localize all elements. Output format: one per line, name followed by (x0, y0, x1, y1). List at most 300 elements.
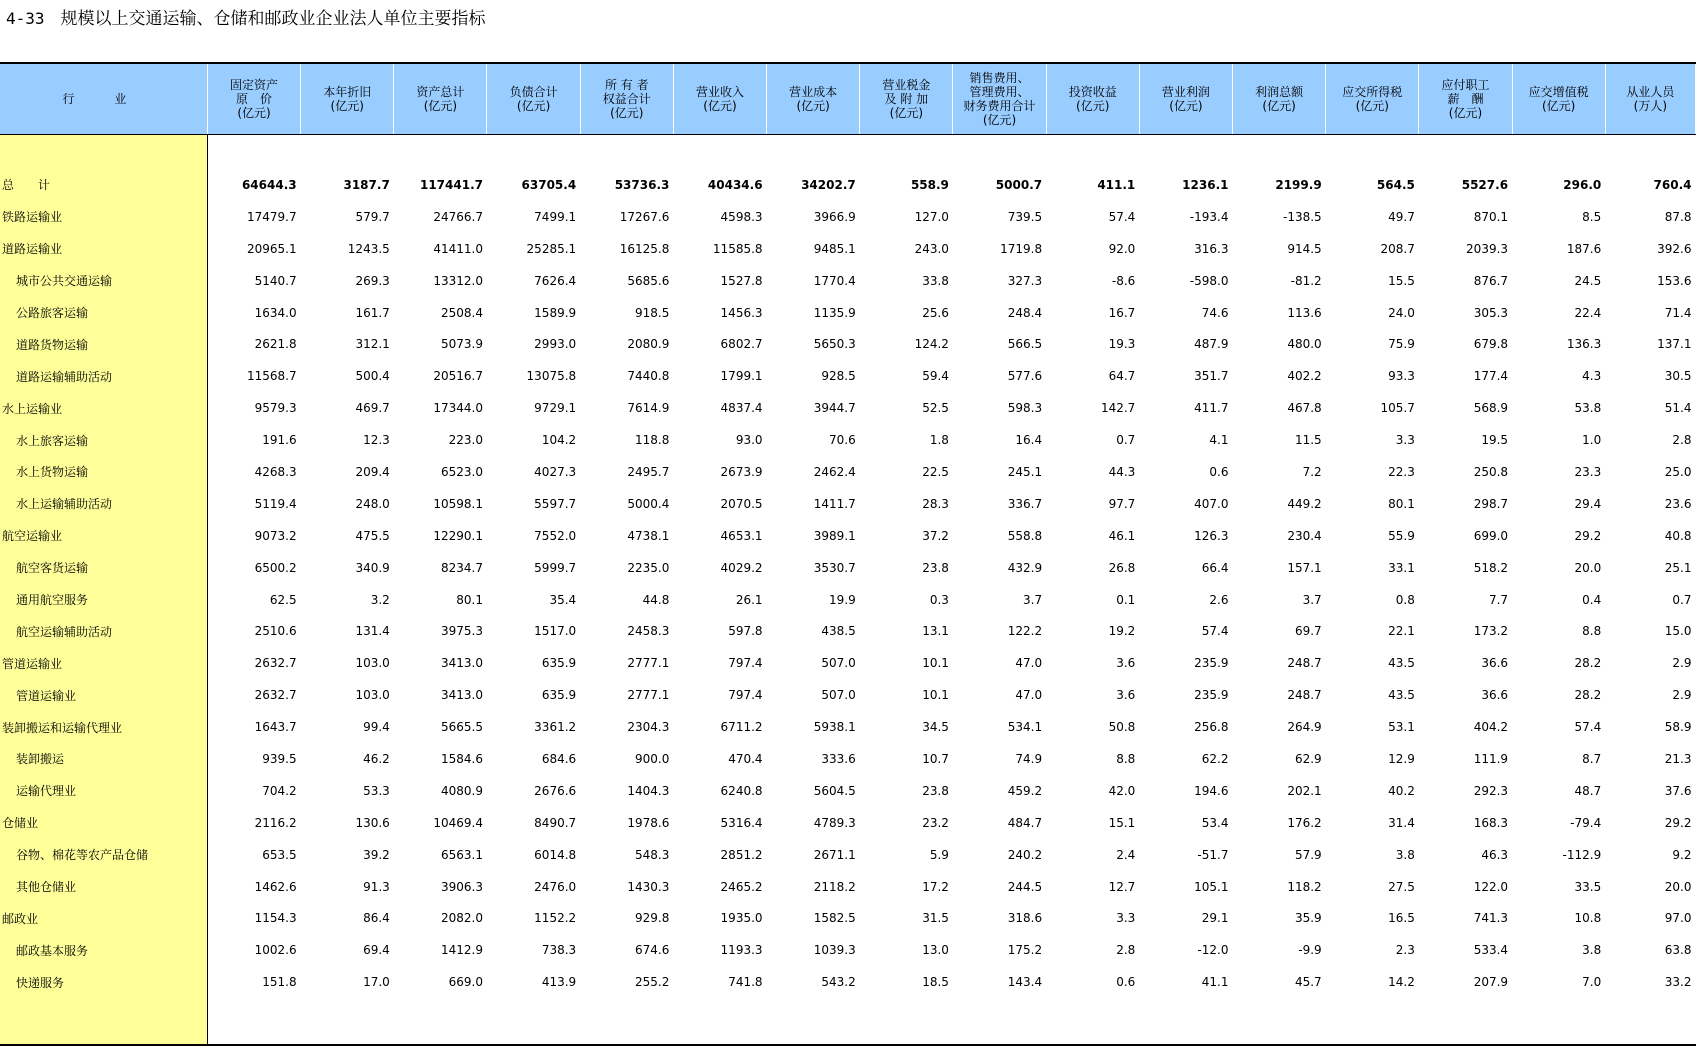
table-cell: 63705.4 (521, 177, 577, 192)
table-cell: 29.2 (1664, 815, 1692, 830)
table-row (0, 807, 1696, 839)
table-cell: 459.2 (1007, 783, 1043, 798)
table-cell: 1411.7 (813, 496, 856, 511)
table-cell: -9.9 (1298, 943, 1322, 958)
table-cell: 151.8 (262, 975, 297, 990)
table-cell: 8.8 (1116, 751, 1136, 766)
table-cell: 2495.7 (627, 464, 670, 479)
table-cell: 2851.2 (720, 847, 763, 862)
table-cell: 10.1 (922, 688, 949, 703)
table-cell: 69.4 (363, 943, 390, 958)
table-cell: 20965.1 (246, 241, 297, 256)
table-cell: 57.9 (1294, 847, 1322, 862)
table-title: 规模以上交通运输、仓储和邮政业企业法人单位主要指标 (60, 9, 486, 29)
table-cell: 566.5 (1007, 337, 1043, 352)
table-cell: 27.5 (1388, 879, 1415, 894)
table-cell: 1135.9 (813, 305, 856, 320)
table-row (0, 711, 1696, 743)
table-cell: 71.4 (1664, 305, 1692, 320)
table-cell: 2199.9 (1275, 177, 1322, 192)
table-cell: 0.6 (1209, 464, 1229, 479)
table-cell: 404.2 (1473, 720, 1509, 735)
table-cell: 1154.3 (254, 911, 297, 926)
table-cell: 8.5 (1582, 209, 1602, 224)
table-row (0, 584, 1696, 616)
table-cell: 245.1 (1007, 464, 1043, 479)
table-row (0, 488, 1696, 520)
table-cell: 4598.3 (720, 209, 763, 224)
table-cell: 240.2 (1007, 847, 1043, 862)
table-cell: 28.3 (922, 496, 949, 511)
table-cell: 5650.3 (813, 337, 856, 352)
table-row (0, 201, 1696, 233)
table-cell: 209.4 (355, 464, 390, 479)
table-cell: 5597.7 (534, 496, 577, 511)
table-cell: 914.5 (1287, 241, 1322, 256)
table-cell: 635.9 (541, 656, 577, 671)
table-cell: 7614.9 (627, 401, 670, 416)
table-cell: 1.8 (929, 433, 949, 448)
table-cell: 118.8 (635, 433, 670, 448)
table-cell: 47.0 (1015, 688, 1043, 703)
table-cell: 191.6 (262, 433, 297, 448)
table-cell: 51.4 (1664, 401, 1692, 416)
table-cell: 143.4 (1007, 975, 1043, 990)
table-cell: 518.2 (1473, 560, 1509, 575)
table-cell: 411.7 (1194, 401, 1229, 416)
table-cell: 12290.1 (433, 528, 483, 543)
table-cell: 0.4 (1582, 592, 1602, 607)
table-cell: 1430.3 (627, 879, 670, 894)
table-cell: 31.5 (922, 911, 949, 926)
table-cell: 3187.7 (343, 177, 390, 192)
table-cell: 14.2 (1388, 975, 1415, 990)
table-cell: 507.0 (821, 688, 856, 703)
table-cell: 6802.7 (720, 337, 763, 352)
table-cell: 484.7 (1007, 815, 1043, 830)
table-cell: 28.2 (1574, 688, 1602, 703)
table-cell: 66.4 (1201, 560, 1229, 575)
table-cell: 113.6 (1287, 305, 1322, 320)
column-header-industry: 行 业 (0, 63, 207, 135)
table-cell: 16125.8 (619, 241, 670, 256)
row-label: 总 计 (0, 169, 207, 201)
table-cell: 870.1 (1473, 209, 1509, 224)
table-cell: 16.5 (1388, 911, 1415, 926)
table-cell: 1770.4 (813, 273, 856, 288)
table-cell: 53.4 (1201, 815, 1229, 830)
table-cell: 64644.3 (241, 177, 297, 192)
table-cell: 10.1 (922, 656, 949, 671)
table-cell: 2070.5 (720, 496, 763, 511)
table-cell: 4789.3 (813, 815, 856, 830)
table-cell: 46.1 (1108, 528, 1136, 543)
table-cell: 223.0 (448, 433, 483, 448)
table-cell: 131.4 (355, 624, 390, 639)
table-cell: 243.0 (914, 241, 949, 256)
table-cell: 500.4 (355, 369, 390, 384)
table-cell: 438.5 (821, 624, 856, 639)
table-cell: 25.6 (922, 305, 949, 320)
table-cell: 1243.5 (347, 241, 390, 256)
row-label: 航空运输业 (0, 520, 207, 552)
table-cell: 3.6 (1116, 656, 1136, 671)
table-cell: 1.0 (1582, 433, 1602, 448)
table-cell: 407.0 (1194, 496, 1229, 511)
table-cell: 4029.2 (720, 560, 763, 575)
row-label: 邮政业 (0, 902, 207, 934)
table-cell: 26.1 (735, 592, 763, 607)
table-cell: 2.3 (1395, 943, 1415, 958)
table-cell: 248.0 (355, 496, 390, 511)
column-header: 销售费用、 管理费用、 财务费用合计 (亿元) (953, 63, 1046, 135)
table-cell: 2.8 (1672, 433, 1692, 448)
table-cell: 104.2 (541, 433, 577, 448)
table-cell: 2777.1 (627, 656, 670, 671)
table-cell: 548.3 (635, 847, 670, 862)
table-cell: 351.7 (1194, 369, 1229, 384)
table-cell: 4653.1 (720, 528, 763, 543)
table-cell: 1236.1 (1182, 177, 1229, 192)
table-cell: 17344.0 (433, 401, 483, 416)
table-cell: 80.1 (456, 592, 483, 607)
table-row (0, 902, 1696, 934)
table-cell: 2632.7 (254, 688, 297, 703)
row-label: 道路货物运输 (0, 328, 207, 360)
table-cell: 533.4 (1473, 943, 1509, 958)
table-cell: 23.2 (922, 815, 949, 830)
table-cell: 7.2 (1302, 464, 1322, 479)
table-cell: 44.8 (642, 592, 670, 607)
table-cell: 738.3 (541, 943, 577, 958)
table-cell: 62.9 (1294, 751, 1322, 766)
table-cell: 674.6 (635, 943, 670, 958)
table-row (0, 966, 1696, 998)
table-cell: 41411.0 (433, 241, 483, 256)
table-cell: 157.1 (1287, 560, 1322, 575)
table-cell: 2.9 (1672, 688, 1692, 703)
table-cell: 37.2 (922, 528, 949, 543)
table-cell: -193.4 (1189, 209, 1229, 224)
table-cell: 5000.4 (627, 496, 670, 511)
table-cell: 36.6 (1481, 688, 1509, 703)
table-cell: 876.7 (1473, 273, 1509, 288)
column-header: 营业利润 (亿元) (1139, 63, 1232, 135)
table-row (0, 552, 1696, 584)
table-cell: 161.7 (355, 305, 390, 320)
column-header: 应交所得税 (亿元) (1326, 63, 1419, 135)
table-cell: 2458.3 (627, 624, 670, 639)
table-cell: 248.4 (1007, 305, 1043, 320)
table-cell: 760.4 (1653, 177, 1692, 192)
table-cell: 17.2 (922, 879, 949, 894)
table-cell: 2039.3 (1466, 241, 1509, 256)
table-cell: 244.5 (1007, 879, 1043, 894)
table-cell: 797.4 (728, 656, 763, 671)
table-cell: 1039.3 (813, 943, 856, 958)
table-cell: 449.2 (1287, 496, 1322, 511)
table-cell: 43.5 (1388, 656, 1415, 671)
table-cell: 93.3 (1388, 369, 1415, 384)
table-cell: 2462.4 (813, 464, 856, 479)
table-cell: 235.9 (1194, 688, 1229, 703)
table-body (0, 135, 1696, 1046)
table-cell: 74.9 (1015, 751, 1043, 766)
table-cell: 316.3 (1194, 241, 1229, 256)
table-cell: 10.8 (1574, 911, 1602, 926)
table-cell: 74.6 (1201, 305, 1229, 320)
indicator-table (0, 62, 1696, 1046)
table-cell: 53.3 (363, 783, 390, 798)
table-cell: 37.6 (1664, 783, 1692, 798)
table-row (0, 934, 1696, 966)
table-cell: 432.9 (1007, 560, 1043, 575)
table-cell: 318.6 (1007, 911, 1043, 926)
table-cell: -79.4 (1570, 815, 1602, 830)
row-label: 谷物、棉花等农产品仓储 (0, 839, 207, 871)
table-cell: 19.5 (1481, 433, 1509, 448)
table-cell: 2.8 (1116, 943, 1136, 958)
table-cell: 48.7 (1574, 783, 1602, 798)
table-cell: 0.8 (1395, 592, 1415, 607)
table-cell: 2993.0 (534, 337, 577, 352)
table-cell: 305.3 (1473, 305, 1509, 320)
column-header: 固定资产 原 价 (亿元) (207, 63, 300, 135)
row-label: 道路运输业 (0, 233, 207, 265)
table-cell: 3.6 (1116, 688, 1136, 703)
table-cell: 0.7 (1672, 592, 1692, 607)
table-cell: 58.9 (1664, 720, 1692, 735)
table-cell: 9.2 (1672, 847, 1692, 862)
table-cell: 46.3 (1481, 847, 1509, 862)
table-cell: 13.0 (922, 943, 949, 958)
table-row (0, 360, 1696, 392)
table-number: 4-33 (6, 9, 45, 28)
table-cell: 39.2 (363, 847, 390, 862)
table-cell: 122.0 (1473, 879, 1509, 894)
table-cell: 64.7 (1108, 369, 1136, 384)
table-cell: 577.6 (1007, 369, 1043, 384)
table-cell: 480.0 (1287, 337, 1322, 352)
table-cell: 177.4 (1473, 369, 1509, 384)
table-cell: 558.8 (1007, 528, 1043, 543)
table-cell: 741.8 (728, 975, 763, 990)
table-cell: 2304.3 (627, 720, 670, 735)
table-cell: 16.7 (1108, 305, 1136, 320)
table-row (0, 456, 1696, 488)
table-cell: 122.2 (1007, 624, 1043, 639)
table-cell: 19.9 (829, 592, 856, 607)
table-cell: 1412.9 (440, 943, 483, 958)
table-cell: 3530.7 (813, 560, 856, 575)
table-cell: 175.2 (1007, 943, 1043, 958)
table-cell: 23.8 (922, 783, 949, 798)
table-cell: 2676.6 (534, 783, 577, 798)
table-cell: 7552.0 (534, 528, 577, 543)
table-cell: 475.5 (355, 528, 390, 543)
table-cell: 6711.2 (720, 720, 763, 735)
page-title (6, 6, 486, 32)
table-cell: 176.2 (1287, 815, 1322, 830)
table-cell: 255.2 (635, 975, 670, 990)
table-cell: 92.0 (1108, 241, 1136, 256)
table-cell: 33.5 (1574, 879, 1602, 894)
table-cell: 9729.1 (534, 401, 577, 416)
table-cell: 5604.5 (813, 783, 856, 798)
table-cell: 24.5 (1574, 273, 1602, 288)
table-cell: 3944.7 (813, 401, 856, 416)
table-cell: 704.2 (262, 783, 297, 798)
table-cell: 22.4 (1574, 305, 1602, 320)
table-cell: 598.3 (1007, 401, 1043, 416)
table-cell: 103.0 (355, 656, 390, 671)
table-cell: 80.1 (1388, 496, 1415, 511)
table-cell: 136.3 (1566, 337, 1602, 352)
table-cell: 46.2 (363, 751, 390, 766)
table-cell: 15.1 (1108, 815, 1136, 830)
table-cell: 1978.6 (627, 815, 670, 830)
column-header: 利润总额 (亿元) (1232, 63, 1325, 135)
table-cell: 1404.3 (627, 783, 670, 798)
table-cell: 18.5 (922, 975, 949, 990)
table-cell: 12.3 (363, 433, 390, 448)
table-cell: 2632.7 (254, 656, 297, 671)
table-cell: 126.3 (1194, 528, 1229, 543)
table-cell: 0.6 (1116, 975, 1136, 990)
header-row (0, 63, 1696, 135)
table-cell: 4268.3 (254, 464, 297, 479)
table-cell: 111.9 (1473, 751, 1509, 766)
row-label: 管道运输业 (0, 679, 207, 711)
column-header: 营业成本 (亿元) (767, 63, 860, 135)
table-row (0, 839, 1696, 871)
row-label: 道路运输辅助活动 (0, 360, 207, 392)
table-cell: 327.3 (1007, 273, 1043, 288)
table-cell: 10598.1 (433, 496, 483, 511)
table-cell: 1799.1 (720, 369, 763, 384)
table-cell: 2508.4 (440, 305, 483, 320)
table-cell: 1456.3 (720, 305, 763, 320)
table-cell: 25.1 (1664, 560, 1692, 575)
table-cell: 8.8 (1582, 624, 1602, 639)
table-cell: 4.3 (1582, 369, 1602, 384)
table-cell: 168.3 (1473, 815, 1509, 830)
table-cell: 741.3 (1473, 911, 1509, 926)
table-cell: 35.4 (549, 592, 577, 607)
table-cell: 929.8 (635, 911, 670, 926)
table-cell: 2465.2 (720, 879, 763, 894)
table-cell: 40.8 (1664, 528, 1692, 543)
table-cell: 59.4 (922, 369, 949, 384)
table-cell: 340.9 (355, 560, 390, 575)
table-cell: 312.1 (355, 337, 390, 352)
table-cell: 4080.9 (440, 783, 483, 798)
table-cell: 2.9 (1672, 656, 1692, 671)
table-cell: 264.9 (1287, 720, 1322, 735)
table-cell: 3.8 (1582, 943, 1602, 958)
table-cell: 507.0 (821, 656, 856, 671)
row-label: 管道运输业 (0, 647, 207, 679)
table-cell: 118.2 (1287, 879, 1322, 894)
table-cell: 413.9 (541, 975, 577, 990)
table-cell: 7499.1 (534, 209, 577, 224)
table-cell: 62.2 (1201, 751, 1229, 766)
table-cell: 194.6 (1194, 783, 1229, 798)
table-cell: 13.1 (922, 624, 949, 639)
table-cell: 62.5 (269, 592, 297, 607)
table-cell: 5140.7 (254, 273, 297, 288)
table-cell: 1643.7 (254, 720, 297, 735)
table-cell: 12.7 (1108, 879, 1136, 894)
table-cell: 543.2 (821, 975, 856, 990)
table-cell: 20.0 (1664, 879, 1692, 894)
table-cell: 19.3 (1108, 337, 1136, 352)
table-cell: 12.9 (1388, 751, 1415, 766)
table-cell: 2080.9 (627, 337, 670, 352)
table-cell: 411.1 (1097, 177, 1136, 192)
table-cell: 1582.5 (813, 911, 856, 926)
table-cell: -81.2 (1290, 273, 1322, 288)
table-cell: 41.1 (1201, 975, 1229, 990)
table-cell: 57.4 (1574, 720, 1602, 735)
total-row (0, 169, 1696, 201)
table-cell: 30.5 (1664, 369, 1692, 384)
table-row (0, 520, 1696, 552)
table-cell: 2235.0 (627, 560, 670, 575)
table-cell: 36.6 (1481, 656, 1509, 671)
column-header: 资产总计 (亿元) (394, 63, 487, 135)
table-cell: 103.0 (355, 688, 390, 703)
table-cell: 5527.6 (1461, 177, 1509, 192)
column-header: 负债合计 (亿元) (487, 63, 580, 135)
table-cell: -598.0 (1189, 273, 1229, 288)
table-cell: -8.6 (1111, 273, 1136, 288)
table-cell: -112.9 (1562, 847, 1602, 862)
column-header: 投资收益 (亿元) (1046, 63, 1139, 135)
table-row (0, 743, 1696, 775)
row-label: 邮政基本服务 (0, 934, 207, 966)
table-cell: 20516.7 (433, 369, 483, 384)
table-cell: 91.3 (363, 879, 390, 894)
table-cell: 248.7 (1287, 688, 1322, 703)
table-cell: 336.7 (1007, 496, 1043, 511)
table-cell: 469.7 (355, 401, 390, 416)
table-cell: 99.4 (363, 720, 390, 735)
row-label: 公路旅客运输 (0, 297, 207, 329)
table-cell: 5665.5 (440, 720, 483, 735)
column-header: 营业收入 (亿元) (673, 63, 766, 135)
table-row (0, 328, 1696, 360)
table-cell: 1719.8 (1000, 241, 1043, 256)
table-cell: 2621.8 (254, 337, 297, 352)
table-cell: 1634.0 (254, 305, 297, 320)
table-cell: 1935.0 (720, 911, 763, 926)
table-row (0, 233, 1696, 265)
table-cell: 248.7 (1287, 656, 1322, 671)
table-row (0, 392, 1696, 424)
table-cell: 3966.9 (813, 209, 856, 224)
table-cell: 75.9 (1388, 337, 1415, 352)
table-cell: 5685.6 (627, 273, 670, 288)
table-cell: 3.3 (1395, 433, 1415, 448)
table-cell: 124.2 (914, 337, 949, 352)
table-cell: 6240.8 (720, 783, 763, 798)
row-label: 航空客货运输 (0, 552, 207, 584)
row-label: 运输代理业 (0, 775, 207, 807)
table-row (0, 615, 1696, 647)
table-cell: 5073.9 (440, 337, 483, 352)
table-cell: 4027.3 (534, 464, 577, 479)
